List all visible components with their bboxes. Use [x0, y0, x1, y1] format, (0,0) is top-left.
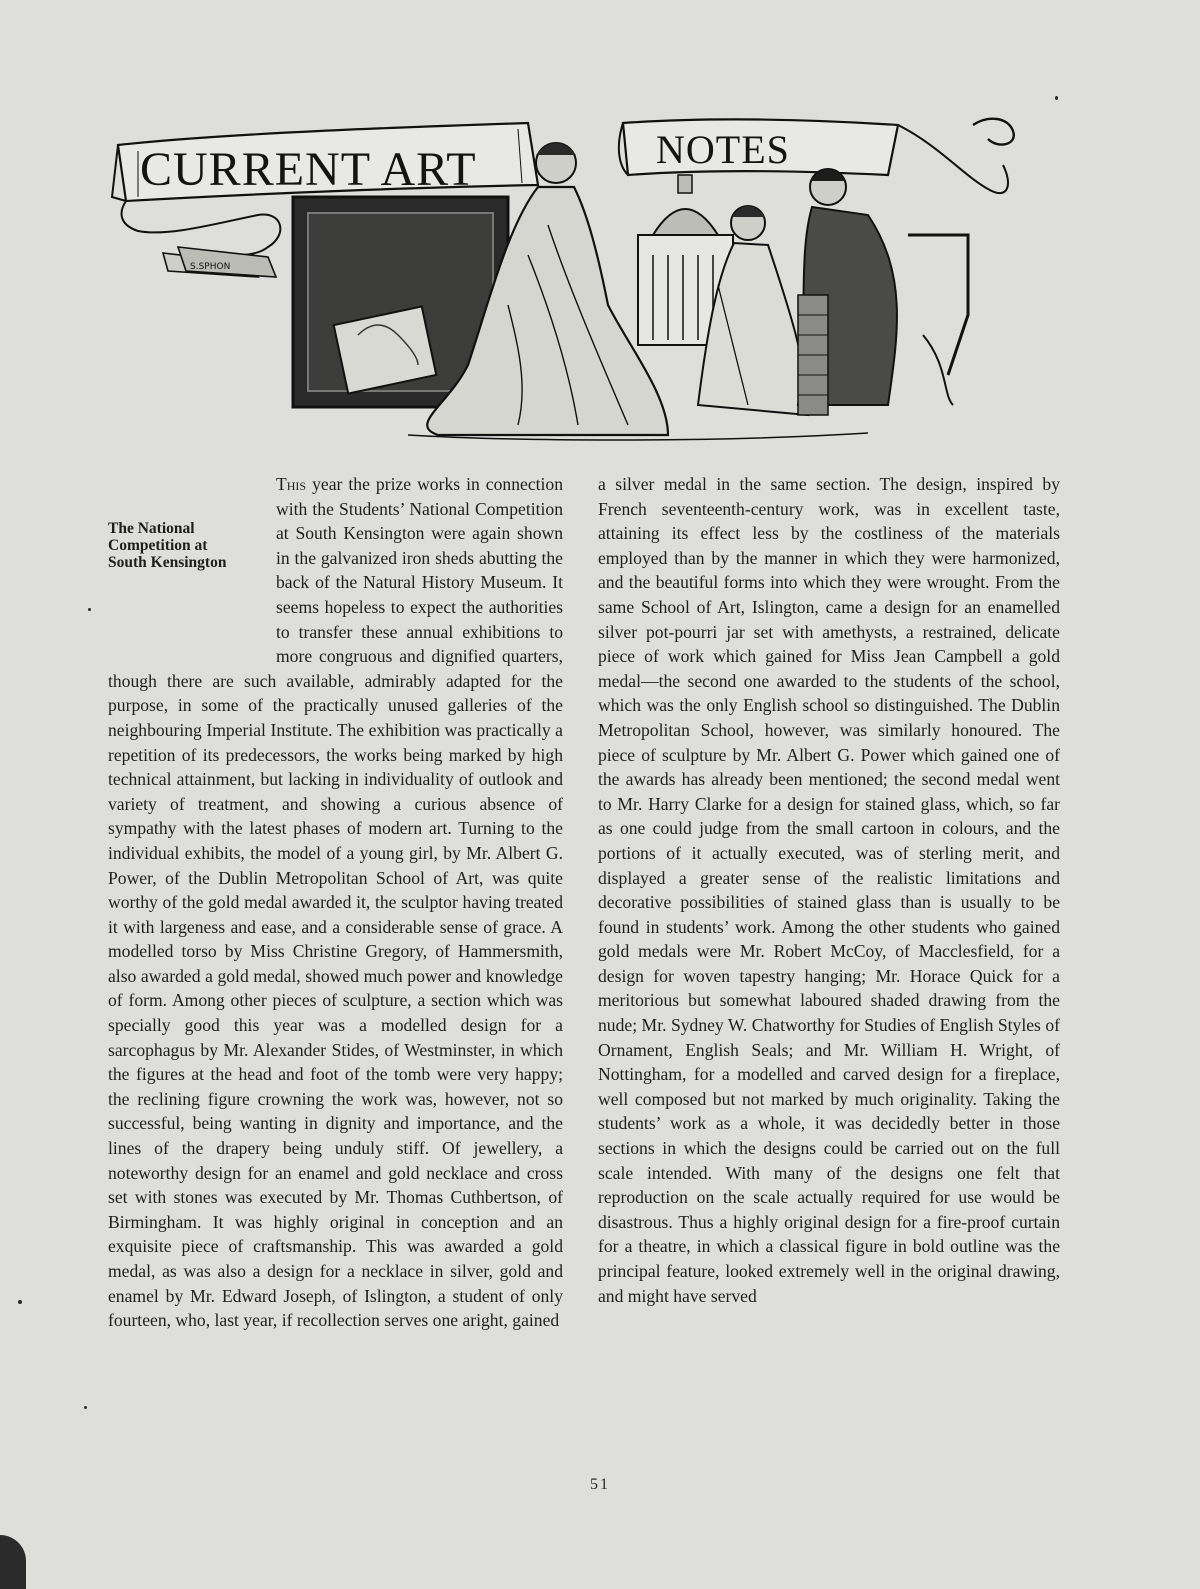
- scan-speck: [18, 1300, 22, 1304]
- header-illustration: [108, 105, 1058, 445]
- left-column: [108, 472, 563, 1333]
- dropcap-word: This: [276, 474, 307, 494]
- banner-title-left: CURRENT ART: [140, 143, 477, 196]
- banner-title-right: NOTES: [656, 127, 790, 172]
- page-number: 51: [590, 1476, 610, 1493]
- scan-speck: [1055, 96, 1058, 100]
- right-column: [598, 472, 1060, 1308]
- artist-mark: S.SPHON: [190, 262, 231, 272]
- marginal-heading-line-3: South Kensington: [108, 554, 227, 571]
- left-column-paragraph: [108, 472, 563, 1333]
- right-column-paragraph: a silver medal in the same section. The design, inspired by French seventeenth-century work, was in excellent taste, attaining its effect less by the costliness of the materials employed than by the manner in which they were harmonized, and the beautiful forms into which they were wrought. From the same School of Art, Islington, came a design for an enamelled silver pot-pourri jar set with amethysts, a restrained, delicate piece of work which gained for Miss Jean Campbell a gold medal—the second one awarded to the students of the school, which was the only English school so distinguished. The Dublin Metropolitan School, however, was similarly honoured. The piece of sculpture by Mr. Albert G. Power which gained one of the awards has already been mentioned; the second medal went to Mr. Harry Clarke for a design for stained glass, which, so far as one could judge from the small cartoon in colours, and the portions of it actually executed, was of sterling merit, and displayed a greater sense of the realistic limitations and decorative possibilities of stained glass than is usually to be found in students’ work. Among the other students who gained gold medals were Mr. Robert McCoy, of Macclesfield, for a design for woven tapestry hanging; Mr. Horace Quick for a meritorious but somewhat laboured shaded drawing from the nude; Mr. Sydney W. Chatworthy for Studies of English Styles of Ornament, English Seals; and Mr. William H. Wright, of Nottingham, for a modelled and carved design for a fireplace, well composed but not marked by much originality. Taking the students’ work as a whole, it was decidedly better in those sections in which the designs could be carried out on the full scale intended. With many of the designs one felt that reproduction on the scale actually required for use would be disastrous. Thus a highly original design for a fire-proof curtain for a theatre, in which a classical figure in bold outline was the principal feature, looked extremely well in the original drawing, and might have served: [598, 474, 1060, 1306]
- header-illustration-svg: [108, 105, 1058, 445]
- scan-speck: [88, 608, 91, 611]
- scan-speck: [84, 1406, 87, 1409]
- marginal-heading-line-1: The National: [108, 520, 195, 537]
- scan-edge-shadow: [0, 1535, 26, 1589]
- bolt-of-cloth: [798, 295, 828, 415]
- marginal-heading: [108, 520, 270, 648]
- left-column-text: year the prize works in connection with the Students’ National Competition at South Kensington were again shown in the galvanized iron sheds abutting the back of the Natural History Museum. It seems hopeless to expect the authorities to transfer these annual exhibitions to more congruous and dignified quarters, though there are such available, admirably adapted for the purpose, in some of the practically unused galleries of the neighbouring Imperial Institute. The exhibition was practically a repetition of its predecessors, the works being marked by high technical attainment, but lacking in individuality of outlook and variety of treatment, and showing a curious absence of sympathy with the latest phases of modern art. Turning to the individual exhibits, the model of a young girl, by Mr. Albert G. Power, of the Dublin Metropolitan School of Art, was quite worthy of the gold medal awarded it, the sculptor having treated it with largeness and ease, and a considerable sense of grace. A modelled torso by Miss Christine Gregory, of Hammersmith, also awarded a gold medal, showed much power and knowledge of form. Among other pieces of sculpture, a section which was specially good this year was a modelled design for a sarcophagus by Mr. Alexander Stides, of Westminster, in which the figures at the head and foot of the tomb were very happy; the reclining figure crowning the work was, however, not so successful, being wanting in dignity and importance, and the lines of the drapery being unduly stiff. Of jewellery, a noteworthy design for an enamel and gold necklace and cross set with stones was executed by Mr. Thomas Cuthbertson, of Birmingham. It was highly original in conception and an exquisite piece of craftsmanship. This was awarded a gold medal, as was also a design for a necklace in silver, gold and enamel by Mr. Edward Joseph, of Islington, a student of only fourteen, who, last year, if recollection serves one aright, gained: [108, 474, 563, 1331]
- marginal-heading-line-2: Competition at: [108, 537, 208, 554]
